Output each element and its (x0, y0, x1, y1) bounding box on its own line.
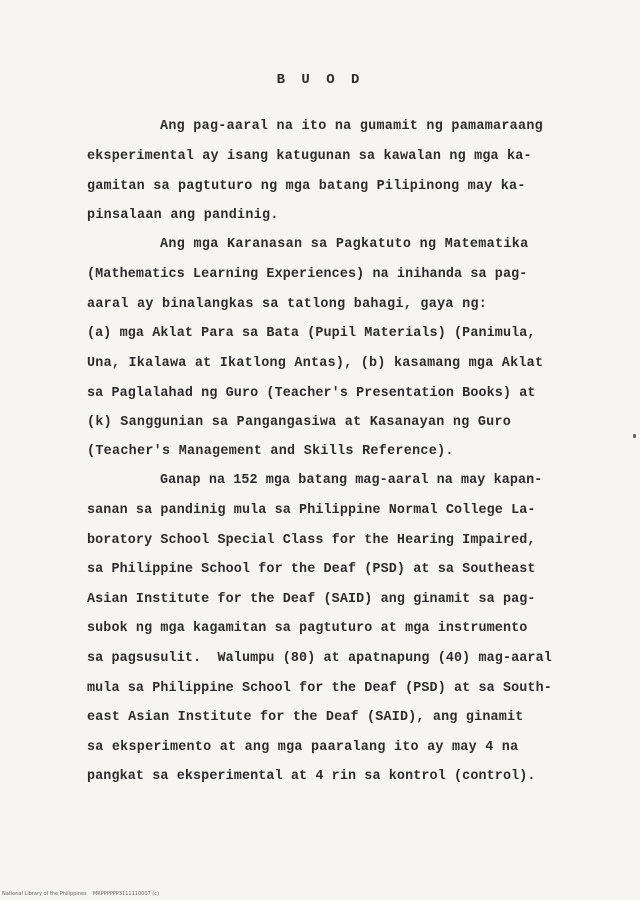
text-line: mula sa Philippine School for the Deaf (PSD) at sa South- (87, 681, 552, 696)
text-line: boratory School Special Class for the Hearing Impaired, (87, 533, 536, 548)
text-line: eksperimental ay isang katugunan sa kawalan ng mga ka- (87, 149, 532, 164)
text-line: pangkat sa eksperimental at 4 rin sa kontrol (control). (87, 769, 536, 784)
text-line: sa pagsusulit. Walumpu (80) at apatnapung (40) mag-aaral (87, 651, 552, 666)
text-line: Una, Ikalawa at Ikatlong Antas), (b) kasamang mga Aklat (87, 356, 544, 371)
text-line: Ganap na 152 mga batang mag-aaral na may kapan- (160, 473, 543, 488)
text-line: sanan sa pandinig mula sa Philippine Normal College La- (87, 503, 536, 518)
text-line: (Mathematics Learning Experiences) na inihanda sa pag- (87, 267, 528, 282)
text-line: sa eksperimento at ang mga paaralang ito ay may 4 na (87, 740, 519, 755)
text-line: pinsalaan ang pandinig. (87, 208, 279, 223)
text-line: (a) mga Aklat Para sa Bata (Pupil Materials) (Panimula, (87, 326, 536, 341)
text-line: east Asian Institute for the Deaf (SAID), ang ginamit (87, 710, 524, 725)
text-line: sa Paglalahad ng Guro (Teacher's Presentation Books) at (87, 386, 536, 401)
text-line: subok ng mga kagamitan sa pagtuturo at mga instrumento (87, 621, 528, 636)
text-line: Ang mga Karanasan sa Pagkatuto ng Matematika (160, 237, 529, 252)
ink-mark (633, 434, 636, 438)
footer-stamp: National Library of the Philippines MRPPPPPP3111110007 (c) (2, 891, 159, 897)
text-line: (k) Sanggunian sa Pangangasiwa at Kasanayan ng Guro (87, 415, 512, 430)
page-title: B U O D (276, 72, 364, 88)
text-line: aaral ay binalangkas sa tatlong bahagi, gaya ng: (87, 297, 488, 312)
text-line: (Teacher's Management and Skills Reference). (87, 444, 454, 459)
text-line: Ang pag-aaral na ito na gumamit ng pamamaraang (160, 119, 543, 134)
text-line: gamitan sa pagtuturo ng mga batang Pilipinong may ka- (87, 179, 526, 194)
text-line: Asian Institute for the Deaf (SAID) ang ginamit sa pag- (87, 592, 536, 607)
text-line: sa Philippine School for the Deaf (PSD) at sa Southeast (87, 562, 536, 577)
